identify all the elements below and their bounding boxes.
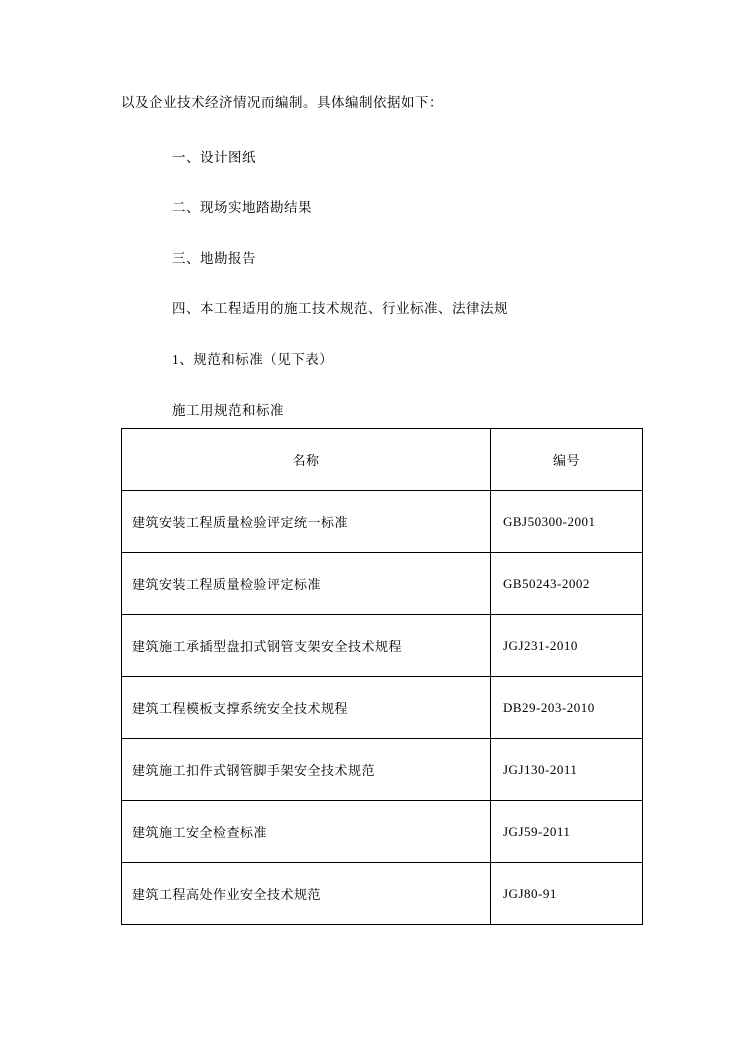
table-row — [122, 801, 643, 863]
table-row — [122, 491, 643, 553]
cell-standard-code: JGJ130-2011 — [491, 739, 643, 801]
cell-standard-code: JGJ80-91 — [491, 863, 643, 925]
document-body — [121, 92, 641, 450]
paragraph-item-2: 二、现场实地踏勘结果 — [172, 200, 312, 216]
cell-standard-code: DB29-203-2010 — [491, 677, 643, 739]
cell-standard-name: 建筑施工安全检查标准 — [122, 801, 491, 863]
cell-standard-code: JGJ59-2011 — [491, 801, 643, 863]
table-row — [122, 615, 643, 677]
column-header-code: 编号 — [491, 429, 643, 491]
cell-standard-code: JGJ231-2010 — [491, 615, 643, 677]
table-row — [122, 553, 643, 615]
column-header-name: 名称 — [122, 429, 491, 491]
table-header-row — [122, 429, 643, 491]
cell-standard-name: 建筑施工扣件式钢管脚手架安全技术规范 — [122, 739, 491, 801]
paragraph-item-1: 一、设计图纸 — [172, 149, 256, 165]
cell-standard-name: 建筑安装工程质量检验评定统一标准 — [122, 491, 491, 553]
paragraph-item-4: 四、本工程适用的施工技术规范、行业标准、法律法规 — [172, 301, 508, 317]
cell-standard-name: 建筑工程高处作业安全技术规范 — [122, 863, 491, 925]
standards-table — [121, 428, 643, 925]
table-row — [122, 677, 643, 739]
paragraph-item-5: 1、规范和标准（见下表） — [172, 351, 334, 367]
paragraph-item-3: 三、地勘报告 — [172, 250, 256, 266]
cell-standard-name: 建筑施工承插型盘扣式钢管支架安全技术规程 — [122, 615, 491, 677]
table-caption: 施工用规范和标准 — [172, 402, 284, 418]
cell-standard-name: 建筑安装工程质量检验评定标准 — [122, 553, 491, 615]
cell-standard-name: 建筑工程模板支撑系统安全技术规程 — [122, 677, 491, 739]
table-row — [122, 739, 643, 801]
table-row — [122, 863, 643, 925]
paragraph-lead: 以及企业技术经济情况而编制。具体编制依据如下： — [121, 95, 443, 110]
cell-standard-code: GBJ50300-2001 — [491, 491, 643, 553]
cell-standard-code: GB50243-2002 — [491, 553, 643, 615]
